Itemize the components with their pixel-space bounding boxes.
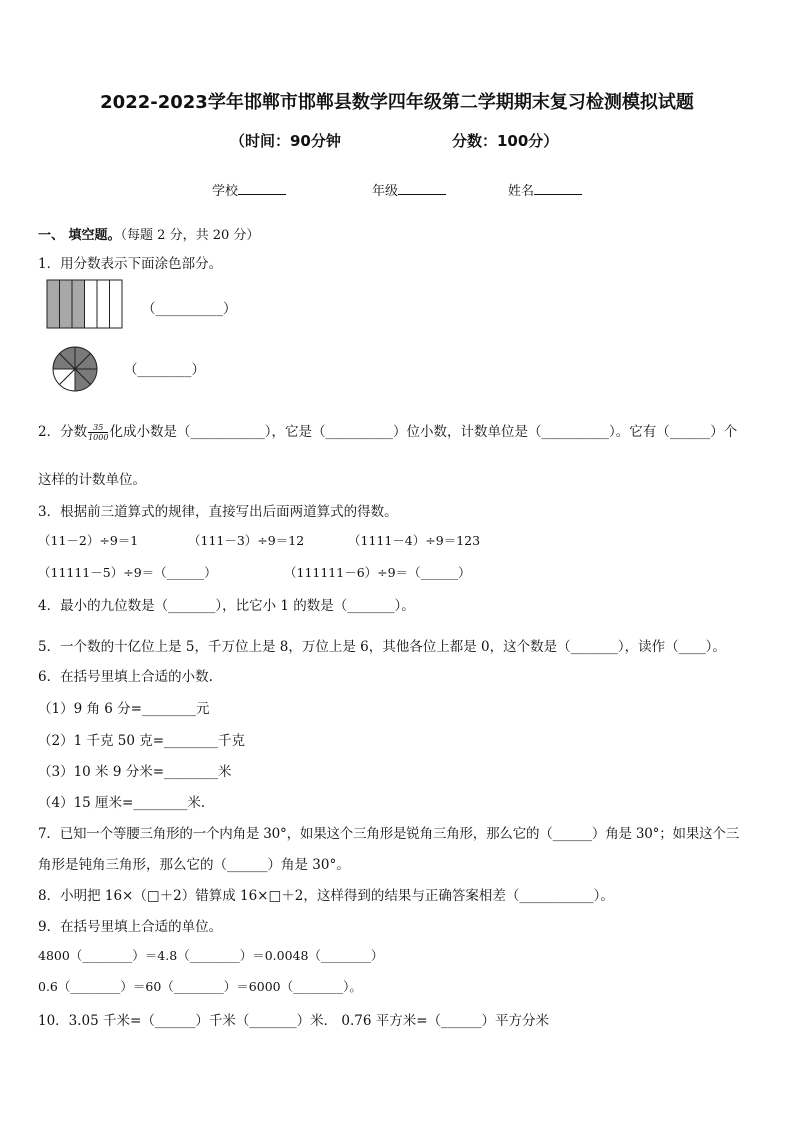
question-9: 9．在括号里填上合适的单位。	[38, 919, 223, 935]
q3-equation-5[interactable]: （111111－6）÷9＝（______）	[284, 565, 471, 580]
q2-fraction-denominator: 1000	[88, 433, 109, 442]
name-blank[interactable]	[534, 180, 582, 195]
exam-title: 2022-2023学年邯郸市邯郸县数学四年级第二学期期末复习检测模拟试题	[100, 92, 694, 113]
question-7: 7．已知一个等腰三角形的一个内角是 30°，如果这个三角形是锐角三角形，那么它的（______）角是 30°；如果这个三	[38, 826, 740, 842]
rect-cell	[97, 280, 110, 328]
q9-row-1[interactable]: 4800（________）＝4.8（________）＝0.0048（________）	[38, 948, 384, 963]
q3-equation-3: （1111－4）÷9＝123	[348, 533, 481, 548]
question-8: 8．小明把 16×（□＋2）错算成 16×□＋2，这样得到的结果与正确答案相差（___________）。	[38, 888, 614, 904]
q6-item-2[interactable]: （2）1 千克 50 克=________千克	[38, 733, 246, 749]
q3-equation-2: （111－3）÷9＝12	[188, 533, 305, 548]
grade-label: 年级	[372, 184, 399, 199]
q9-row-2[interactable]: 0.6（________）＝60（________）＝6000（________）。	[38, 979, 362, 994]
q2-fraction-numerator: 35	[88, 423, 108, 433]
question-10: 10．3.05 千米=（______）千米（_______）米． 0.76 平方米=（______）平方分米	[38, 1013, 550, 1029]
rect-cell	[110, 280, 123, 328]
q1-answer-blank-a[interactable]: （__________）	[142, 301, 237, 317]
q6-item-1[interactable]: （1）9 角 6 分=________元	[38, 701, 210, 717]
section-1-note: （每题 2 分，共 20 分）	[120, 228, 260, 243]
q2-prefix: 2．分数	[38, 424, 88, 440]
question-1: 1．用分数表示下面涂色部分。	[38, 256, 223, 272]
question-4: 4．最小的九位数是（_______），比它小 1 的数是（_______）。	[38, 598, 415, 614]
question-2	[38, 420, 737, 442]
q6-item-3[interactable]: （3）10 米 9 分米=________米	[38, 764, 232, 780]
rect-cell	[60, 280, 73, 328]
q1-shaded-circle-figure	[50, 344, 100, 394]
question-6: 6．在括号里填上合适的小数.	[38, 669, 213, 685]
rect-cell	[47, 280, 60, 328]
q2-fraction	[88, 423, 108, 442]
school-label: 学校	[212, 184, 239, 199]
section-1-label: 一、 填空题。	[38, 228, 121, 243]
exam-score: 分数：100分）	[452, 132, 559, 150]
q1-answer-blank-b[interactable]: （________）	[124, 362, 205, 378]
q6-item-4[interactable]: （4）15 厘米=________米.	[38, 795, 206, 811]
question-5: 5．一个数的十亿位上是 5，千万位上是 8，万位上是 6，其他各位上都是 0，这个数是（_______），读作（____）。	[38, 639, 726, 655]
question-3: 3．根据前三道算式的规律，直接写出后面两道算式的得数。	[38, 504, 398, 520]
exam-time: （时间：90分钟	[230, 132, 341, 150]
name-field	[508, 180, 582, 199]
question-2-continued: 这样的计数单位。	[38, 472, 146, 488]
section-1-heading	[38, 224, 259, 243]
grade-field	[372, 180, 446, 199]
q2-rest: 化成小数是（___________），它是（__________）位小数，计数单位是（__________）。它有（______）个	[109, 424, 738, 440]
grade-blank[interactable]	[398, 180, 446, 195]
rect-cell	[72, 280, 85, 328]
school-blank[interactable]	[238, 180, 286, 195]
q3-equation-1: （11－2）÷9＝1	[38, 533, 139, 548]
q1-shaded-rectangle-figure	[46, 279, 124, 329]
question-7-continued: 角形是钝角三角形，那么它的（______）角是 30°。	[38, 857, 350, 873]
rect-cell	[85, 280, 98, 328]
q3-equation-4[interactable]: （11111－5）÷9＝（______）	[38, 565, 217, 580]
school-field	[212, 180, 286, 199]
name-label: 姓名	[508, 184, 535, 199]
